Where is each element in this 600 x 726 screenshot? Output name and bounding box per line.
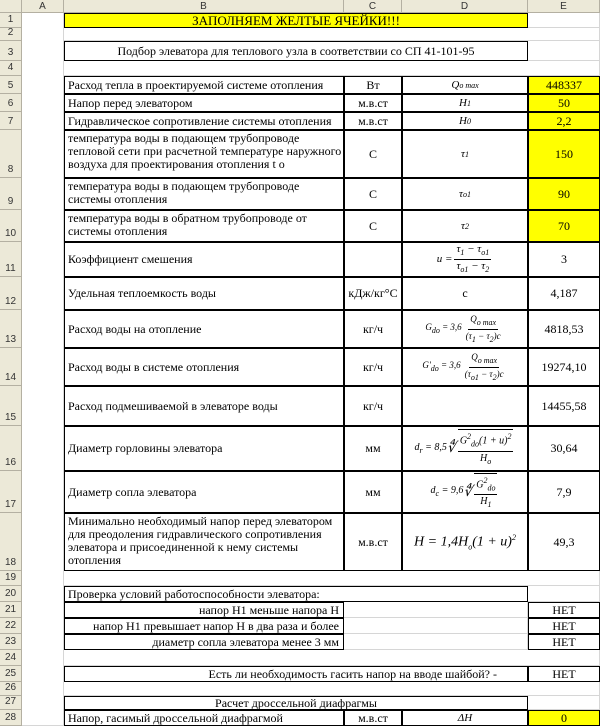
check-text: напор H1 меньше напора H	[198, 602, 339, 617]
flow-system-value: 19274,10	[528, 348, 600, 386]
param-label: Коэффициент смешения	[64, 242, 344, 277]
mixing-ratio-formula: u = $\frac{\tau_1 - \tau_{o1}}{\tau_{o1} - \tau_2}$	[402, 242, 528, 277]
row-header[interactable]: 10	[0, 210, 22, 242]
param-label: Диаметр горловины элеватора	[64, 426, 344, 471]
row-header[interactable]: 6	[0, 94, 22, 112]
cell[interactable]	[528, 13, 600, 28]
supply-temp-network-input[interactable]: 150	[528, 130, 600, 178]
check-result: НЕТ	[528, 618, 600, 634]
specific-heat-value: 4,187	[528, 277, 600, 310]
check-result: НЕТ	[528, 602, 600, 618]
check-label	[64, 634, 344, 650]
row-header[interactable]: 7	[0, 112, 22, 130]
check-text: напор H1 превышает напор H в два раза и более	[93, 618, 339, 633]
throat-diameter-formula: $d_r = 8,5$ ∜ $\frac{G^2_{do}(1 + u)^2}{H_o}$	[402, 426, 528, 471]
col-header-b[interactable]: B	[64, 0, 344, 13]
param-label: Расход подмешиваемой в элеваторе воды	[64, 386, 344, 426]
empty-row[interactable]	[64, 571, 600, 586]
title-banner: ЗАПОЛНЯЕМ ЖЕЛТЫЕ ЯЧЕЙКИ!!!	[64, 13, 528, 28]
min-head-value: 49,3	[528, 513, 600, 571]
param-label: Расход тепла в проектируемой системе отопления	[64, 76, 344, 94]
throat-diameter-value: 30,64	[528, 426, 600, 471]
empty-row[interactable]	[64, 28, 600, 41]
row-header[interactable]: 9	[0, 178, 22, 210]
row-header[interactable]: 11	[0, 242, 22, 277]
row-header[interactable]: 21	[0, 602, 22, 618]
param-unit: м.в.ст	[344, 112, 402, 130]
row-header[interactable]: 18	[0, 513, 22, 571]
col-header-a[interactable]: A	[22, 0, 64, 13]
param-symbol: τ o1	[402, 178, 528, 210]
flow-heating-formula: $G_{do} = 3,6$ $\frac{Q_{o max}}{(\tau_1 - \tau_2)c}$	[402, 310, 528, 348]
param-label: температура воды в подающем трубопроводе тепловой сети при расчетной температуре наружного воздуха для проектирования отопления t o	[64, 130, 344, 178]
param-symbol: Q o max	[402, 76, 528, 94]
checks-header: Проверка условий работоспособности элеватора:	[64, 586, 528, 602]
flow-system-formula: $G'_{do} = 3,6$ $\frac{Q_{o max}}{(\tau_{o1} - \tau_2)c}$	[402, 348, 528, 386]
cell[interactable]	[344, 618, 528, 634]
row-header[interactable]: 5	[0, 76, 22, 94]
param-symbol: τ 1	[402, 130, 528, 178]
check-label	[64, 618, 344, 634]
orifice-head-value[interactable]: 0	[528, 710, 600, 726]
row-header[interactable]: 20	[0, 586, 22, 602]
row-number: 3	[7, 47, 14, 58]
row-header[interactable]: 25	[0, 666, 22, 682]
row-header[interactable]: 13	[0, 310, 22, 348]
nozzle-diameter-formula: $d_c = 9,6$ ∜ $\frac{G^2_{do}}{H_1}$	[402, 471, 528, 513]
check-label	[64, 602, 344, 618]
param-unit: кг/ч	[344, 386, 402, 426]
column-a-cells[interactable]	[22, 13, 64, 726]
empty-row[interactable]	[64, 61, 600, 76]
cell[interactable]	[528, 41, 600, 61]
check-result: НЕТ	[528, 634, 600, 650]
heat-load-input[interactable]: 448337	[528, 76, 600, 94]
empty-row[interactable]	[64, 650, 600, 666]
param-label: температура воды в подающем трубопроводе системы отопления	[64, 178, 344, 210]
param-unit: мм	[344, 426, 402, 471]
col-header-d[interactable]: D	[402, 0, 528, 13]
param-unit	[344, 242, 402, 277]
select-all-corner[interactable]	[0, 0, 22, 13]
param-unit: м.в.ст	[344, 94, 402, 112]
param-label: Расход воды на отопление	[64, 310, 344, 348]
min-head-formula: $H = 1,4H_o(1 + u)^2$	[402, 513, 528, 571]
param-unit: С	[344, 130, 402, 178]
param-unit: С	[344, 210, 402, 242]
param-label: Напор перед элеватором	[64, 94, 344, 112]
row-header[interactable]: 4	[0, 61, 22, 76]
head-before-elevator-input[interactable]: 50	[528, 94, 600, 112]
mixed-flow-value: 14455,58	[528, 386, 600, 426]
system-resistance-input[interactable]: 2,2	[528, 112, 600, 130]
flow-heating-value: 4818,53	[528, 310, 600, 348]
col-header-e[interactable]: E	[528, 0, 600, 13]
param-symbol: H 0	[402, 112, 528, 130]
sheet-subtitle: Подбор элеватора для теплового узла в соответствии со СП 41-101-95	[64, 41, 528, 61]
param-symbol: c	[402, 277, 528, 310]
row-header[interactable]: 26	[0, 682, 22, 696]
param-label: Напор, гасимый дроссельной диафрагмой	[64, 710, 344, 726]
param-label: Гидравлическое сопротивление системы отопления	[64, 112, 344, 130]
row-header[interactable]: 15	[0, 386, 22, 426]
row-header[interactable]: 17	[0, 471, 22, 513]
row-header[interactable]: 16	[0, 426, 22, 471]
row-header[interactable]: 19	[0, 571, 22, 586]
row-header[interactable]	[0, 41, 22, 61]
param-unit: м.в.ст	[344, 710, 402, 726]
param-unit: мм	[344, 471, 402, 513]
param-unit: Вт	[344, 76, 402, 94]
supply-temp-system-input[interactable]: 90	[528, 178, 600, 210]
col-header-c[interactable]: C	[344, 0, 402, 13]
param-unit: кг/ч	[344, 348, 402, 386]
section-title: Расчет дроссельной диафрагмы	[64, 696, 528, 710]
param-symbol: ΔH	[402, 710, 528, 726]
row-header[interactable]: 1	[0, 13, 22, 28]
orifice-answer: НЕТ	[528, 666, 600, 682]
param-label: Расход воды в системе отопления	[64, 348, 344, 386]
param-label: Удельная теплоемкость воды	[64, 277, 344, 310]
param-symbol: τ 2	[402, 210, 528, 242]
param-unit: С	[344, 178, 402, 210]
param-label: Минимально необходимый напор перед элеватором для преодоления гидравлического сопротивления элеватора и присоединенной к нему системы отопления	[64, 513, 344, 571]
param-symbol: H 1	[402, 94, 528, 112]
param-label: температура воды в обратном трубопроводе от системы отопления	[64, 210, 344, 242]
row-header[interactable]: 24	[0, 650, 22, 666]
check-text: диаметр сопла элеватора менее 3 мм	[152, 634, 339, 649]
param-label: Диаметр сопла элеватора	[64, 471, 344, 513]
param-symbol	[402, 386, 528, 426]
row-header[interactable]: 8	[0, 130, 22, 178]
param-unit: кДж/кг°С	[344, 277, 402, 310]
cell[interactable]	[344, 602, 528, 618]
empty-row[interactable]	[64, 682, 600, 696]
row-header[interactable]: 12	[0, 277, 22, 310]
row-header[interactable]: 28	[0, 710, 22, 726]
param-unit: м.в.ст	[344, 513, 402, 571]
row-header[interactable]: 14	[0, 348, 22, 386]
cell[interactable]	[528, 696, 600, 710]
orifice-question: Есть ли необходимость гасить напор на вводе шайбой? -	[64, 666, 528, 682]
row-header[interactable]: 2	[0, 28, 22, 41]
row-header[interactable]: 22	[0, 618, 22, 634]
row-header[interactable]: 27	[0, 696, 22, 710]
return-temp-input[interactable]: 70	[528, 210, 600, 242]
cell[interactable]	[344, 634, 528, 650]
nozzle-diameter-value: 7,9	[528, 471, 600, 513]
mixing-ratio-value: 3	[528, 242, 600, 277]
param-unit: кг/ч	[344, 310, 402, 348]
cell[interactable]	[528, 586, 600, 602]
row-header[interactable]: 23	[0, 634, 22, 650]
